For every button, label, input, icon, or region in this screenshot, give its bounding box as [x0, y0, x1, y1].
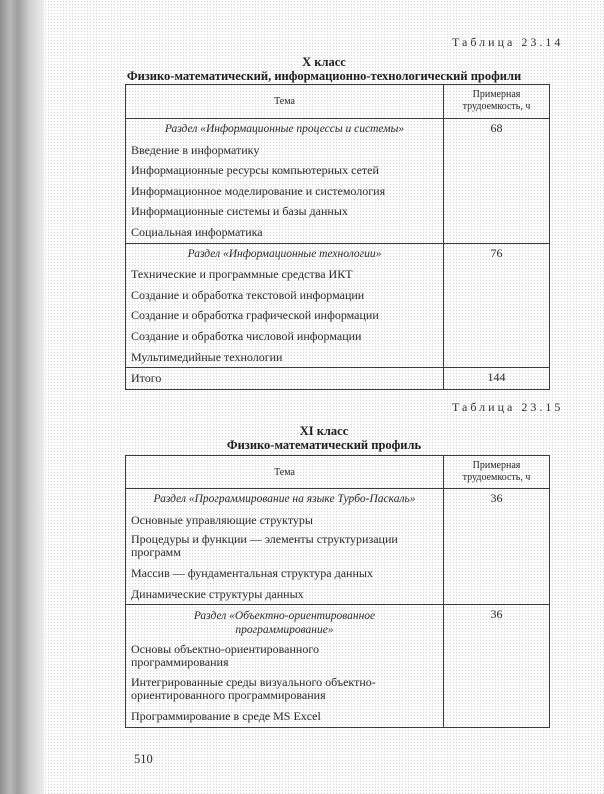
section-title: Раздел «Объектно-ориентированное программирование» [193, 610, 376, 637]
table-caption: Таблица 23.15 [452, 400, 564, 414]
header-hours-line: Примерная [472, 460, 521, 471]
topic-item: Массив — фундаментальная структура данных [131, 566, 373, 581]
topic-item: Интегрированные среды визуального объектно-ориентированного программирования [131, 675, 376, 703]
curriculum-table [125, 455, 550, 728]
topic-item: Введение в информатику [131, 142, 260, 157]
topic-item: Технические и программные средства ИКТ [131, 267, 353, 282]
header-hours [444, 456, 550, 489]
table-header-row [126, 85, 550, 119]
section-topics [126, 243, 444, 368]
topic-item: Создание и обработка графической информации [131, 308, 379, 323]
page-number: 510 [134, 752, 153, 766]
section-title: Раздел «Информационные процессы и системы» [164, 123, 405, 135]
section-row [126, 605, 550, 728]
section-hours: 76 [444, 243, 550, 368]
profile-heading: Физико-математический профиль [226, 438, 422, 452]
topic-item: Информационные ресурсы компьютерных сетей [131, 163, 379, 178]
curriculum-table [125, 84, 550, 390]
section-topics [126, 489, 444, 605]
table-caption: Таблица 23.14 [452, 35, 564, 49]
grade-heading: X класс [302, 55, 346, 69]
scan-edge-shadow [0, 0, 44, 794]
section-row [126, 243, 550, 368]
section-hours: 36 [444, 489, 550, 605]
section-title: Раздел «Информационные технологии» [187, 247, 382, 260]
grade-heading: XI класс [299, 424, 349, 438]
table-header-row [126, 456, 550, 489]
topic-item: Мультимедийные технологии [131, 349, 283, 364]
section-title: Раздел «Программирование на языке Турбо-Паскаль» [153, 493, 416, 505]
topic-item: Создание и обработка числовой информации [131, 328, 362, 343]
header-hours-line: трудоемкость, ч [462, 101, 531, 112]
topic-item: Информационные системы и базы данных [131, 204, 348, 219]
header-topic: Тема [126, 456, 444, 489]
total-hours: 144 [444, 368, 550, 390]
topic-item: Основные управляющие структуры [131, 512, 313, 527]
topic-item: Программирование в среде MS Excel [131, 709, 321, 724]
header-hours [444, 85, 550, 119]
topic-item: Информационное моделирование и системология [131, 183, 386, 198]
total-row [126, 368, 550, 390]
topic-item: Создание и обработка текстовой информации [131, 287, 365, 302]
section-topics [126, 119, 444, 244]
topic-item: Основы объектно-ориентированного программирования [131, 642, 319, 670]
topic-item: Процедуры и функции — элементы структуризации программ [131, 532, 398, 560]
header-topic: Тема [126, 85, 444, 119]
total-label: Итого [131, 371, 162, 386]
section-row [126, 119, 550, 244]
topic-item: Социальная информатика [131, 224, 263, 239]
profile-heading: Физико-математический, информационно-технологический профили [126, 69, 522, 83]
header-hours-line: трудоемкость, ч [462, 472, 531, 483]
section-hours: 36 [444, 605, 550, 728]
topic-item: Динамические структуры данных [131, 586, 304, 601]
section-topics [126, 605, 444, 728]
total-label-cell [126, 368, 444, 390]
header-hours-line: Примерная [472, 89, 521, 100]
section-row [126, 489, 550, 605]
section-hours: 68 [444, 119, 550, 244]
